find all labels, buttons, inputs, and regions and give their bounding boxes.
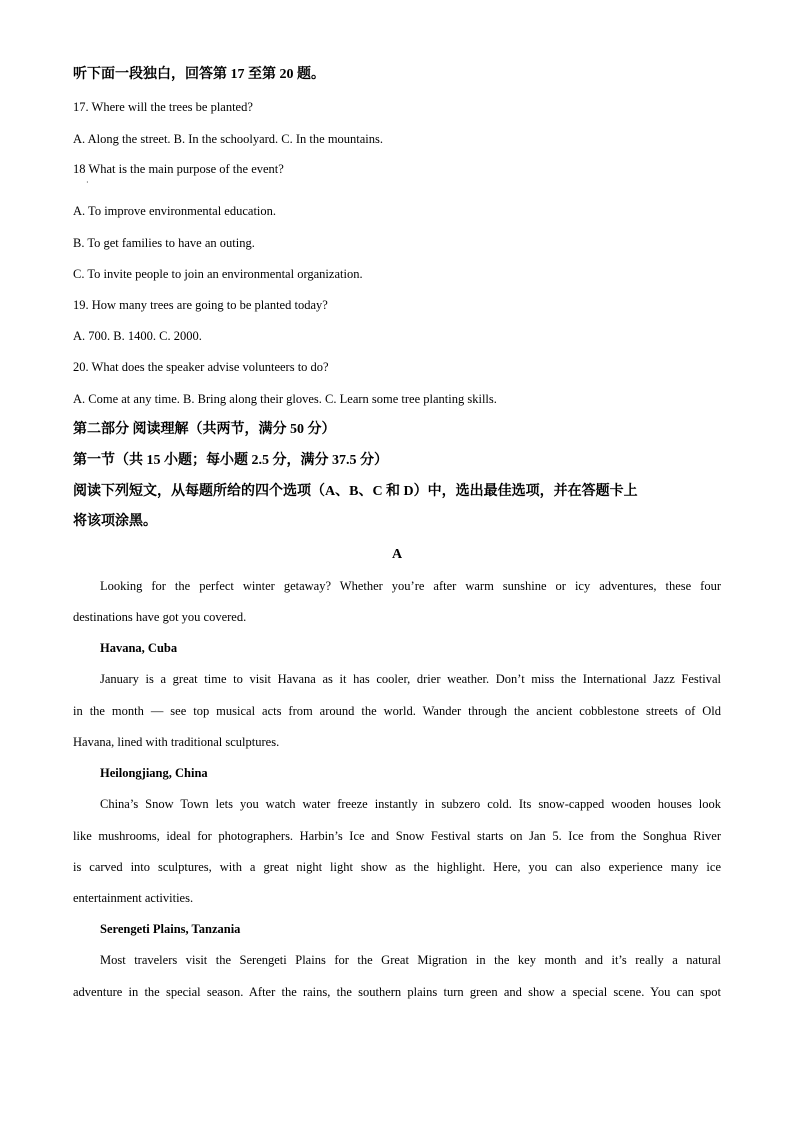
intro-line-1: Looking for the perfect winter getaway? Whether you’re after warm sunshine or icy adventures, these four [100, 579, 721, 593]
heilongjiang-line-2: like mushrooms, ideal for photographers. Harbin’s Ice and Snow Festival starts on Jan 5. Ice from the Songhua River [73, 829, 721, 843]
serengeti-line-2: adventure in the special season. After the rains, the southern plains turn green and show a special scene. You can spot [73, 985, 721, 999]
listening-instruction: 听下面一段独白，回答第 17 至第 20 题。 [73, 67, 325, 82]
havana-line-1: January is a great time to visit Havana as it has cooler, drier weather. Don’t miss the International Jazz Festival [100, 672, 721, 686]
havana-line-3: Havana, lined with traditional sculptures. [73, 735, 280, 749]
havana-line-2: in the month — see top musical acts from around the world. Wander through the ancient cobblestone streets of Old [73, 704, 721, 718]
serengeti-line-1: Most travelers visit the Serengeti Plains for the Great Migration in the key month and it’s really a natural [100, 953, 721, 967]
stray-dot: · [86, 178, 89, 187]
question-20-options: A. Come at any time. B. Bring along their gloves. C. Learn some tree planting skills. [73, 392, 497, 406]
passage-label: A [391, 547, 403, 562]
part-two-title: 第二部分 阅读理解（共两节，满分 50 分） [73, 422, 336, 437]
serengeti-heading: Serengeti Plains, Tanzania [100, 922, 241, 936]
reading-instruction-line-2: 将该项涂黑。 [73, 514, 157, 529]
question-19: 19. How many trees are going to be planted today? [73, 298, 328, 312]
heilongjiang-line-4: entertainment activities. [73, 891, 194, 905]
question-19-options: A. 700. B. 1400. C. 2000. [73, 329, 202, 343]
intro-line-2: destinations have got you covered. [73, 610, 247, 624]
question-17: 17. Where will the trees be planted? [73, 100, 253, 114]
havana-heading: Havana, Cuba [100, 641, 178, 655]
question-18: 18 What is the main purpose of the event? [73, 162, 284, 176]
question-18-option-c: C. To invite people to join an environmental organization. [73, 267, 363, 281]
section-one-title: 第一节（共 15 小题；每小题 2.5 分，满分 37.5 分） [73, 453, 388, 468]
question-18-option-a: A. To improve environmental education. [73, 204, 277, 218]
question-20: 20. What does the speaker advise volunteers to do? [73, 360, 329, 374]
heilongjiang-heading: Heilongjiang, China [100, 766, 208, 780]
question-17-options: A. Along the street. B. In the schoolyard. C. In the mountains. [73, 132, 384, 146]
heilongjiang-line-3: is carved into sculptures, with a great night light show as the highlight. Here, you can also experience many ice [73, 860, 721, 874]
reading-instruction-line-1: 阅读下列短文，从每题所给的四个选项（A、B、C 和 D）中，选出最佳选项，并在答题卡上 [73, 484, 638, 499]
heilongjiang-line-1: China’s Snow Town lets you watch water freeze instantly in subzero cold. Its snow-capped wooden houses look [100, 797, 721, 811]
question-18-option-b: B. To get families to have an outing. [73, 236, 255, 250]
